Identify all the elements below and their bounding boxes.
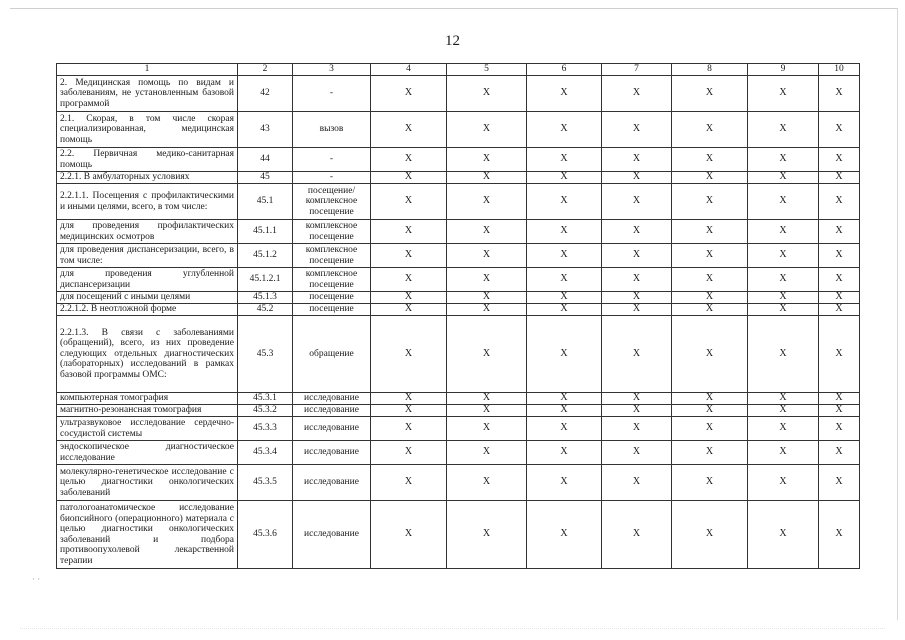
row-name-cell: 2.2.1.2. В неотложной форме (57, 304, 238, 316)
x-mark-cell: X (819, 268, 860, 292)
scan-edge-bottom (20, 628, 885, 629)
column-header: 8 (672, 64, 748, 76)
column-header: 5 (447, 64, 527, 76)
row-name-cell: 2.1. Скорая, в том числе скорая специализированная, медицинская помощь (57, 112, 238, 148)
x-mark-cell: X (819, 112, 860, 148)
x-mark-cell: X (371, 220, 447, 244)
table-row (57, 148, 860, 172)
x-mark-cell: X (748, 393, 819, 405)
row-name-cell: 2.2. Первичная медико-санитарная помощь (57, 148, 238, 172)
x-mark-cell: X (447, 292, 527, 304)
x-mark-cell: X (672, 76, 748, 112)
x-mark-cell: X (447, 268, 527, 292)
x-mark-cell: X (602, 184, 672, 220)
x-mark-cell: X (527, 417, 602, 441)
x-mark-cell: X (447, 148, 527, 172)
row-name-cell: 2.2.1.3. В связи с заболеваниями (обращений), всего, из них проведение следующих отдельных диагностических (лабораторных) исследований в рамках базовой программы ОМС: (57, 316, 238, 393)
column-header: 9 (748, 64, 819, 76)
x-mark-cell: X (447, 76, 527, 112)
row-name-cell: для посещений с иными целями (57, 292, 238, 304)
row-name-cell: для проведения диспансеризации, всего, в том числе: (57, 244, 238, 268)
row-unit-cell: - (293, 148, 371, 172)
x-mark-cell: X (447, 220, 527, 244)
table-row (57, 304, 860, 316)
table-row (57, 501, 860, 569)
x-mark-cell: X (371, 76, 447, 112)
x-mark-cell: X (527, 220, 602, 244)
x-mark-cell: X (447, 244, 527, 268)
x-mark-cell: X (371, 417, 447, 441)
row-unit-cell: посещение (293, 292, 371, 304)
table-row (57, 441, 860, 465)
row-unit-cell: комплексное посещение (293, 268, 371, 292)
x-mark-cell: X (602, 304, 672, 316)
table-row (57, 292, 860, 304)
row-name-cell: эндоскопическое диагностическое исследование (57, 441, 238, 465)
x-mark-cell: X (371, 112, 447, 148)
x-mark-cell: X (672, 316, 748, 393)
x-mark-cell: X (447, 441, 527, 465)
row-code-cell: 42 (238, 76, 293, 112)
x-mark-cell: X (819, 501, 860, 569)
row-code-cell: 44 (238, 148, 293, 172)
row-unit-cell: исследование (293, 405, 371, 417)
scan-edge-top (10, 8, 897, 9)
x-mark-cell: X (672, 112, 748, 148)
table-row (57, 172, 860, 184)
x-mark-cell: X (371, 172, 447, 184)
x-mark-cell: X (672, 220, 748, 244)
x-mark-cell: X (602, 148, 672, 172)
row-name-cell: 2.2.1.1. Посещения с профилактическими и иными целями, всего, в том числе: (57, 184, 238, 220)
x-mark-cell: X (672, 501, 748, 569)
x-mark-cell: X (748, 244, 819, 268)
x-mark-cell: X (602, 268, 672, 292)
column-header: 10 (819, 64, 860, 76)
x-mark-cell: X (748, 405, 819, 417)
x-mark-cell: X (819, 393, 860, 405)
scan-edge-right (897, 8, 898, 620)
row-code-cell: 45 (238, 172, 293, 184)
x-mark-cell: X (447, 304, 527, 316)
row-unit-cell: исследование (293, 465, 371, 501)
row-unit-cell: посещение (293, 304, 371, 316)
x-mark-cell: X (527, 465, 602, 501)
x-mark-cell: X (447, 112, 527, 148)
row-code-cell: 45.2 (238, 304, 293, 316)
table-row (57, 220, 860, 244)
x-mark-cell: X (819, 184, 860, 220)
x-mark-cell: X (371, 184, 447, 220)
x-mark-cell: X (672, 393, 748, 405)
x-mark-cell: X (819, 417, 860, 441)
table-row (57, 184, 860, 220)
row-name-cell: компьютерная томография (57, 393, 238, 405)
row-code-cell: 45.1.2 (238, 244, 293, 268)
row-unit-cell: комплексное посещение (293, 220, 371, 244)
x-mark-cell: X (819, 292, 860, 304)
x-mark-cell: X (527, 441, 602, 465)
x-mark-cell: X (371, 441, 447, 465)
x-mark-cell: X (371, 244, 447, 268)
x-mark-cell: X (527, 304, 602, 316)
x-mark-cell: X (527, 316, 602, 393)
x-mark-cell: X (602, 244, 672, 268)
column-header: 6 (527, 64, 602, 76)
row-unit-cell: - (293, 76, 371, 112)
x-mark-cell: X (748, 148, 819, 172)
x-mark-cell: X (819, 316, 860, 393)
table-row (57, 393, 860, 405)
x-mark-cell: X (748, 172, 819, 184)
row-unit-cell: посещение/ комплексное посещение (293, 184, 371, 220)
page-number: 12 (445, 33, 460, 49)
x-mark-cell: X (672, 172, 748, 184)
row-code-cell: 43 (238, 112, 293, 148)
row-unit-cell: - (293, 172, 371, 184)
column-header: 3 (293, 64, 371, 76)
x-mark-cell: X (672, 441, 748, 465)
table-row (57, 76, 860, 112)
x-mark-cell: X (602, 112, 672, 148)
x-mark-cell: X (602, 292, 672, 304)
row-unit-cell: обращение (293, 316, 371, 393)
x-mark-cell: X (748, 292, 819, 304)
table-row (57, 417, 860, 441)
x-mark-cell: X (602, 76, 672, 112)
table-header-row (57, 64, 860, 76)
x-mark-cell: X (748, 268, 819, 292)
x-mark-cell: X (447, 316, 527, 393)
x-mark-cell: X (371, 304, 447, 316)
column-header: 7 (602, 64, 672, 76)
x-mark-cell: X (371, 405, 447, 417)
row-name-cell: 2. Медицинская помощь по видам и заболеваниям, не установленным базовой программой (57, 76, 238, 112)
row-name-cell: молекулярно-генетическое исследование с целью диагностики онкологических заболеваний (57, 465, 238, 501)
row-code-cell: 45.1 (238, 184, 293, 220)
x-mark-cell: X (371, 465, 447, 501)
table-row (57, 268, 860, 292)
x-mark-cell: X (527, 76, 602, 112)
x-mark-cell: X (819, 465, 860, 501)
x-mark-cell: X (447, 417, 527, 441)
x-mark-cell: X (748, 441, 819, 465)
x-mark-cell: X (748, 76, 819, 112)
row-unit-cell: вызов (293, 112, 371, 148)
x-mark-cell: X (527, 244, 602, 268)
x-mark-cell: X (527, 112, 602, 148)
table-row (57, 465, 860, 501)
x-mark-cell: X (527, 184, 602, 220)
x-mark-cell: X (527, 172, 602, 184)
x-mark-cell: X (371, 316, 447, 393)
x-mark-cell: X (819, 76, 860, 112)
x-mark-cell: X (602, 220, 672, 244)
x-mark-cell: X (748, 184, 819, 220)
column-header: 2 (238, 64, 293, 76)
x-mark-cell: X (602, 417, 672, 441)
x-mark-cell: X (602, 393, 672, 405)
x-mark-cell: X (819, 405, 860, 417)
row-name-cell: для проведения углубленной диспансеризации (57, 268, 238, 292)
row-code-cell: 45.1.1 (238, 220, 293, 244)
x-mark-cell: X (371, 501, 447, 569)
x-mark-cell: X (672, 405, 748, 417)
x-mark-cell: X (447, 393, 527, 405)
x-mark-cell: X (602, 316, 672, 393)
x-mark-cell: X (672, 292, 748, 304)
row-code-cell: 45.3.3 (238, 417, 293, 441)
x-mark-cell: X (447, 465, 527, 501)
row-name-cell: для проведения профилактических медицинских осмотров (57, 220, 238, 244)
x-mark-cell: X (748, 304, 819, 316)
table-row (57, 316, 860, 393)
row-unit-cell: исследование (293, 441, 371, 465)
x-mark-cell: X (602, 172, 672, 184)
x-mark-cell: X (819, 441, 860, 465)
row-unit-cell: исследование (293, 417, 371, 441)
x-mark-cell: X (748, 465, 819, 501)
column-header: 1 (57, 64, 238, 76)
x-mark-cell: X (748, 501, 819, 569)
x-mark-cell: X (371, 292, 447, 304)
x-mark-cell: X (672, 465, 748, 501)
row-name-cell: магнитно-резонансная томография (57, 405, 238, 417)
x-mark-cell: X (447, 405, 527, 417)
row-code-cell: 45.3.6 (238, 501, 293, 569)
x-mark-cell: X (527, 268, 602, 292)
x-mark-cell: X (447, 184, 527, 220)
column-header: 4 (371, 64, 447, 76)
x-mark-cell: X (527, 292, 602, 304)
x-mark-cell: X (672, 244, 748, 268)
table-row (57, 244, 860, 268)
x-mark-cell: X (602, 465, 672, 501)
row-code-cell: 45.3.4 (238, 441, 293, 465)
x-mark-cell: X (371, 393, 447, 405)
row-unit-cell: исследование (293, 393, 371, 405)
scan-artifact: · · (32, 574, 41, 584)
x-mark-cell: X (819, 244, 860, 268)
x-mark-cell: X (602, 405, 672, 417)
row-code-cell: 45.1.3 (238, 292, 293, 304)
x-mark-cell: X (602, 501, 672, 569)
row-code-cell: 45.3.2 (238, 405, 293, 417)
table-row (57, 405, 860, 417)
table-body (57, 64, 860, 569)
row-code-cell: 45.3.5 (238, 465, 293, 501)
row-name-cell: патологоанатомическое исследование биопсийного (операционного) материала с целью диагностики онкологических заболеваний и подбора противоопухолевой лекарственной терапии (57, 501, 238, 569)
row-code-cell: 45.3.1 (238, 393, 293, 405)
x-mark-cell: X (527, 393, 602, 405)
x-mark-cell: X (602, 441, 672, 465)
row-code-cell: 45.3 (238, 316, 293, 393)
x-mark-cell: X (527, 148, 602, 172)
x-mark-cell: X (672, 417, 748, 441)
x-mark-cell: X (371, 268, 447, 292)
x-mark-cell: X (819, 220, 860, 244)
row-name-cell: ультразвуковое исследование сердечно-сосудистой системы (57, 417, 238, 441)
x-mark-cell: X (527, 405, 602, 417)
x-mark-cell: X (371, 148, 447, 172)
x-mark-cell: X (447, 501, 527, 569)
x-mark-cell: X (672, 304, 748, 316)
x-mark-cell: X (819, 172, 860, 184)
x-mark-cell: X (748, 316, 819, 393)
data-table (56, 63, 860, 569)
x-mark-cell: X (819, 148, 860, 172)
row-unit-cell: комплексное посещение (293, 244, 371, 268)
x-mark-cell: X (527, 501, 602, 569)
x-mark-cell: X (672, 268, 748, 292)
x-mark-cell: X (748, 417, 819, 441)
x-mark-cell: X (672, 184, 748, 220)
x-mark-cell: X (447, 172, 527, 184)
row-name-cell: 2.2.1. В амбулаторных условиях (57, 172, 238, 184)
x-mark-cell: X (748, 112, 819, 148)
table-row (57, 112, 860, 148)
x-mark-cell: X (819, 304, 860, 316)
x-mark-cell: X (748, 220, 819, 244)
row-unit-cell: исследование (293, 501, 371, 569)
row-code-cell: 45.1.2.1 (238, 268, 293, 292)
x-mark-cell: X (672, 148, 748, 172)
